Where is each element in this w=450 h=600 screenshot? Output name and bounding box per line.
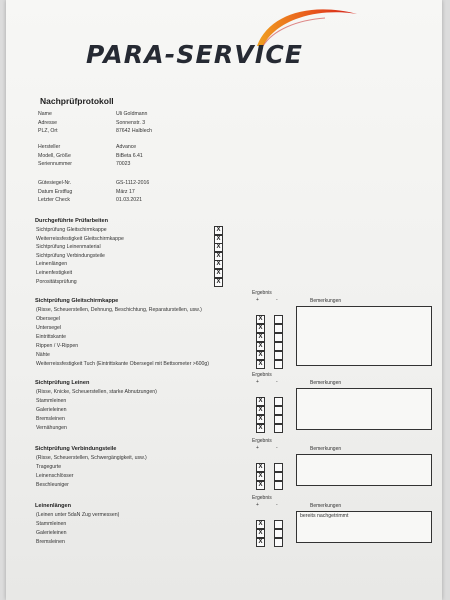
section-title: Sichtprüfung Leinen [35, 380, 90, 386]
field-label: PLZ, Ort [38, 128, 58, 134]
result-fail-checkbox[interactable] [274, 529, 283, 538]
section-subtitle: (Risse, Scheuerstellen, Dehnung, Beschichtung, Reparaturstellen, usw.) [36, 307, 202, 313]
result-pass-checkbox[interactable]: X [256, 415, 265, 424]
result-pass-checkbox[interactable]: X [256, 406, 265, 415]
result-pass-checkbox[interactable]: X [256, 397, 265, 406]
section-item-label: Eintrittskante [36, 334, 66, 340]
remarks-header: Bemerkungen [310, 503, 342, 509]
result-fail-checkbox[interactable] [274, 315, 283, 324]
performed-item-checkbox[interactable]: X [214, 226, 223, 235]
field-label: Hersteller [38, 144, 61, 150]
field-value: Uli Goldmann [116, 111, 148, 117]
performed-item-checkbox[interactable]: X [214, 235, 223, 244]
field-label: Name [38, 111, 52, 117]
performed-item-label: Sichtprüfung Verbindungsteile [36, 252, 105, 259]
field-value: 87642 Halblech [116, 128, 153, 134]
protocol-sheet [6, 0, 442, 600]
performed-item-label: Porositätsprüfung [36, 278, 77, 285]
result-pass-checkbox[interactable]: X [256, 520, 265, 529]
result-fail-checkbox[interactable] [274, 463, 283, 472]
result-fail-checkbox[interactable] [274, 538, 283, 547]
field-label: Adresse [38, 119, 58, 126]
field-value: GS-1112-2016 [116, 180, 150, 186]
result-fail-checkbox[interactable] [274, 481, 283, 490]
performed-work-title: Durchgeführte Prüfarbeiten [35, 218, 109, 224]
field-value: März 17 [116, 188, 135, 195]
result-pass-checkbox[interactable]: X [256, 424, 265, 433]
result-fail-checkbox[interactable] [274, 406, 283, 415]
section-title: Sichtprüfung Gleitschirmkappe [35, 298, 119, 304]
field-value: Sonnenstr. 3 [116, 119, 146, 126]
performed-item-checkbox[interactable]: X [214, 278, 223, 287]
result-pass-checkbox[interactable]: X [256, 360, 265, 369]
result-fail-checkbox[interactable] [274, 520, 283, 529]
result-fail-checkbox[interactable] [274, 360, 283, 369]
result-fail-checkbox[interactable] [274, 415, 283, 424]
section-item-label: Vernähungen [36, 425, 67, 431]
section-item-label: Bremsleinen [36, 539, 65, 545]
remarks-box[interactable] [296, 388, 432, 430]
performed-item-checkbox[interactable]: X [214, 269, 223, 278]
result-plus-label: + [256, 502, 259, 508]
result-minus-label: - [276, 445, 278, 451]
remarks-box[interactable] [296, 454, 432, 486]
field-value: 70023 [116, 161, 131, 167]
result-minus-label: - [276, 502, 278, 508]
performed-item-label: Leinenlängen [36, 261, 68, 268]
result-header: Ergebnis [252, 372, 272, 378]
section-subtitle: (Leinen unter 5daN Zug vermessen) [36, 512, 120, 518]
section-item-label: Untersegel [36, 325, 62, 331]
result-header: Ergebnis [252, 290, 272, 296]
result-plus-label: + [256, 379, 259, 385]
result-fail-checkbox[interactable] [274, 397, 283, 406]
field-value: BiBeta 6.41 [116, 152, 143, 159]
section-subtitle: (Risse, Knicke, Scheuerstellen, starke Abnutzungen) [36, 389, 157, 395]
field-value: 01.03.2021 [116, 197, 142, 203]
result-header: Ergebnis [252, 495, 272, 501]
result-fail-checkbox[interactable] [274, 351, 283, 360]
section-item-label: Weiterreissfestigkeit Tuch (Eintrittskante Obersegel mit Bettsometer >600g) [36, 361, 210, 367]
result-plus-label: + [256, 297, 259, 303]
section-item-label: Galerieleinen [36, 530, 67, 536]
result-pass-checkbox[interactable]: X [256, 538, 265, 547]
remarks-box[interactable] [296, 306, 432, 366]
result-fail-checkbox[interactable] [274, 333, 283, 342]
result-pass-checkbox[interactable]: X [256, 472, 265, 481]
result-fail-checkbox[interactable] [274, 342, 283, 351]
field-value: Advance [116, 144, 137, 150]
remarks-header: Bemerkungen [310, 446, 342, 452]
result-pass-checkbox[interactable]: X [256, 333, 265, 342]
performed-item-checkbox[interactable]: X [214, 260, 223, 269]
performed-item-label: Sichtprüfung Gleitschirmkappe [36, 227, 107, 233]
result-fail-checkbox[interactable] [274, 472, 283, 481]
result-pass-checkbox[interactable]: X [256, 463, 265, 472]
section-item-label: Rippen / V-Rippen [36, 343, 79, 349]
section-item-label: Stammleinen [36, 521, 67, 527]
result-plus-label: + [256, 445, 259, 451]
remarks-header: Bemerkungen [310, 380, 342, 386]
performed-item-label: Weiterreissfestigkeit Gleitschirmkappe [36, 235, 124, 242]
result-header: Ergebnis [252, 438, 272, 444]
company-logo-text: PARA-SERVICE [86, 40, 304, 69]
performed-item-checkbox[interactable]: X [214, 252, 223, 261]
field-label: Gütesiegel-Nr. [38, 180, 72, 186]
performed-item-checkbox[interactable]: X [214, 243, 223, 252]
section-title: Leinenlängen [35, 503, 72, 509]
section-item-label: Nähte [36, 352, 50, 358]
result-pass-checkbox[interactable]: X [256, 342, 265, 351]
result-pass-checkbox[interactable]: X [256, 351, 265, 360]
result-pass-checkbox[interactable]: X [256, 324, 265, 333]
result-minus-label: - [276, 379, 278, 385]
section-item-label: Beschleuniger [36, 482, 69, 488]
document-title: Nachprüfprotokoll [40, 96, 114, 106]
result-pass-checkbox[interactable]: X [256, 529, 265, 538]
section-item-label: Bremsleinen [36, 416, 65, 422]
field-label: Seriennummer [38, 161, 73, 167]
result-fail-checkbox[interactable] [274, 324, 283, 333]
section-title: Sichtprüfung Verbindungsteile [35, 446, 117, 452]
result-minus-label: - [276, 297, 278, 303]
performed-item-label: Sichtprüfung Leinenmaterial [36, 244, 101, 251]
section-item-label: Stammleinen [36, 398, 67, 404]
result-pass-checkbox[interactable]: X [256, 481, 265, 490]
section-item-label: Galerieleinen [36, 407, 67, 413]
section-subtitle: (Risse, Scheuerstellen, Schwergängigkeit, usw.) [36, 455, 147, 461]
field-label: Letzter Check [38, 197, 71, 203]
result-pass-checkbox[interactable]: X [256, 315, 265, 324]
field-label: Modell, Größe [38, 152, 71, 159]
result-fail-checkbox[interactable] [274, 424, 283, 433]
performed-item-label: Leinenfestigkeit [36, 270, 73, 276]
field-label: Datum Erstflug [38, 188, 73, 195]
section-item-label: Obersegel [36, 316, 60, 322]
section-item-label: Tragegurte [36, 464, 62, 470]
remarks-text: bereits nachgetrimmt [300, 513, 349, 519]
remarks-header: Bemerkungen [310, 298, 342, 304]
section-item-label: Leinenschlösser [36, 473, 74, 479]
